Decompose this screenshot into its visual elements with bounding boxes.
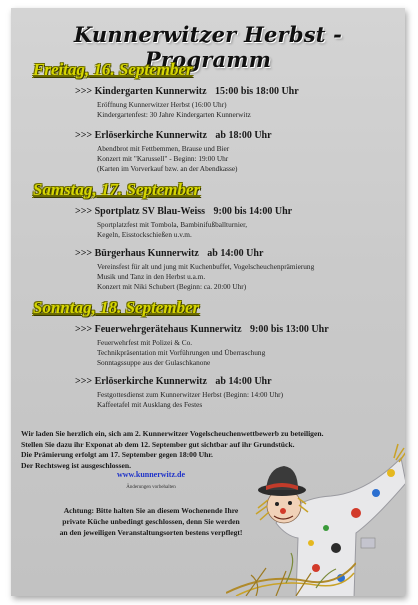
event-time: ab 18:00 Uhr — [215, 130, 272, 141]
invitation-line: Die Prämierung erfolgt am 17. September gegen 18:00 Uhr. — [21, 450, 213, 459]
event-heading — [75, 86, 299, 97]
arrow-icon: >>> — [75, 206, 93, 217]
warning-line: private Küche unbedingt geschlossen, denn Sie werden — [62, 517, 240, 526]
event-detail: Konzert mit Niki Schubert (Beginn: ca. 20:00 Uhr) — [97, 282, 247, 291]
arrow-icon: >>> — [75, 86, 93, 97]
event-time: 15:00 bis 18:00 Uhr — [215, 86, 299, 97]
arrow-icon: >>> — [75, 324, 93, 335]
event-sportplatz — [75, 206, 292, 240]
event-place: Erlöserkirche Kunnerwitz — [94, 130, 207, 141]
invitation-line: Stellen Sie dazu ihr Exponat ab dem 12. September gut sichtbar auf ihr Grundstück. — [21, 439, 295, 449]
event-detail: (Karten im Vorverkauf bzw. an der Abendkasse) — [97, 164, 238, 173]
event-kindergarten — [75, 86, 299, 120]
website-link[interactable]: www.kunnerwitz.de — [116, 470, 185, 479]
event-erloeserkirche-friday — [75, 130, 272, 174]
event-place: Kindergarten Kunnerwitz — [94, 86, 207, 97]
event-detail: Abendbrot mit Fettbemmen, Brause und Bier — [97, 144, 230, 153]
event-time: ab 14:00 Uhr — [215, 376, 272, 387]
event-buergerhaus — [75, 248, 314, 292]
event-feuerwehr — [75, 324, 329, 368]
reservation-note: Änderungen vorbehalten — [126, 485, 176, 490]
event-heading — [75, 206, 292, 217]
event-time: 9:00 bis 13:00 Uhr — [250, 324, 329, 335]
invitation-line: Wir laden Sie herzlich ein, sich am 2. Kunnerwitzer Vogelscheuchenwettbewerb zu beteiligen. — [21, 429, 324, 438]
arrow-icon: >>> — [75, 130, 93, 141]
straw-decoration — [226, 543, 356, 596]
day-heading-friday: Freitag, 16. September — [33, 60, 193, 79]
event-heading — [75, 324, 329, 335]
event-detail: Sonntagssuppe aus der Gulaschkanone — [97, 358, 211, 367]
event-detail: Kindergartenfest: 30 Jahre Kindergarten Kunnerwitz — [97, 110, 251, 119]
event-detail: Kegeln, Eisstockschießen u.v.m. — [97, 230, 192, 239]
day-heading-sunday: Sonntag, 18. September — [33, 298, 200, 317]
event-heading — [75, 248, 314, 259]
event-detail: Musik und Tanz in den Herbst u.a.m. — [97, 272, 206, 281]
event-place: Erlöserkirche Kunnerwitz — [94, 376, 207, 387]
event-heading — [75, 130, 272, 141]
invitation-line: Der Rechtsweg ist ausgeschlossen. — [21, 460, 131, 470]
event-time: 9:00 bis 14:00 Uhr — [213, 206, 293, 217]
event-detail: Vereinsfest für alt und jung mit Kuchenbuffet, Vogelscheuchenprämierung — [97, 262, 315, 271]
event-detail: Festgottesdienst zum Kunnerwitzer Herbst (Beginn: 14:00 Uhr) — [97, 390, 284, 399]
event-detail: Konzert mit "Karussell" - Beginn: 19:00 Uhr — [97, 154, 229, 163]
day-heading-saturday: Samstag, 17. September — [33, 180, 201, 199]
page-title: Kunnerwitzer Herbst - Programm — [73, 22, 343, 72]
warning-line: Achtung: Bitte halten Sie an diesem Wochenende Ihre — [63, 506, 239, 515]
event-detail: Technikpräsentation mit Vorführungen und Überraschung — [97, 348, 266, 357]
program-flyer — [11, 8, 405, 596]
event-detail: Kaffeetafel mit Ausklang des Festes — [97, 400, 203, 409]
event-time: ab 14:00 Uhr — [207, 248, 264, 259]
event-place: Sportplatz SV Blau-Weiss — [94, 206, 205, 217]
event-place: Bürgerhaus Kunnerwitz — [94, 248, 199, 259]
event-detail: Eröffnung Kunnerwitzer Herbst (16:00 Uhr) — [97, 100, 227, 109]
warning-line: an den jeweiligen Veranstaltungsorten bestens verpflegt! — [59, 528, 243, 537]
event-detail: Sportplatzfest mit Tombola, Bambinifußballturnier, — [97, 220, 248, 229]
event-heading — [75, 376, 283, 387]
event-erloeserkirche-sunday — [75, 376, 283, 410]
arrow-icon: >>> — [75, 248, 93, 259]
event-detail: Feuerwehrfest mit Polizei & Co. — [97, 338, 193, 347]
event-place: Feuerwehrgerätehaus Kunnerwitz — [94, 324, 242, 335]
arrow-icon: >>> — [75, 376, 93, 387]
